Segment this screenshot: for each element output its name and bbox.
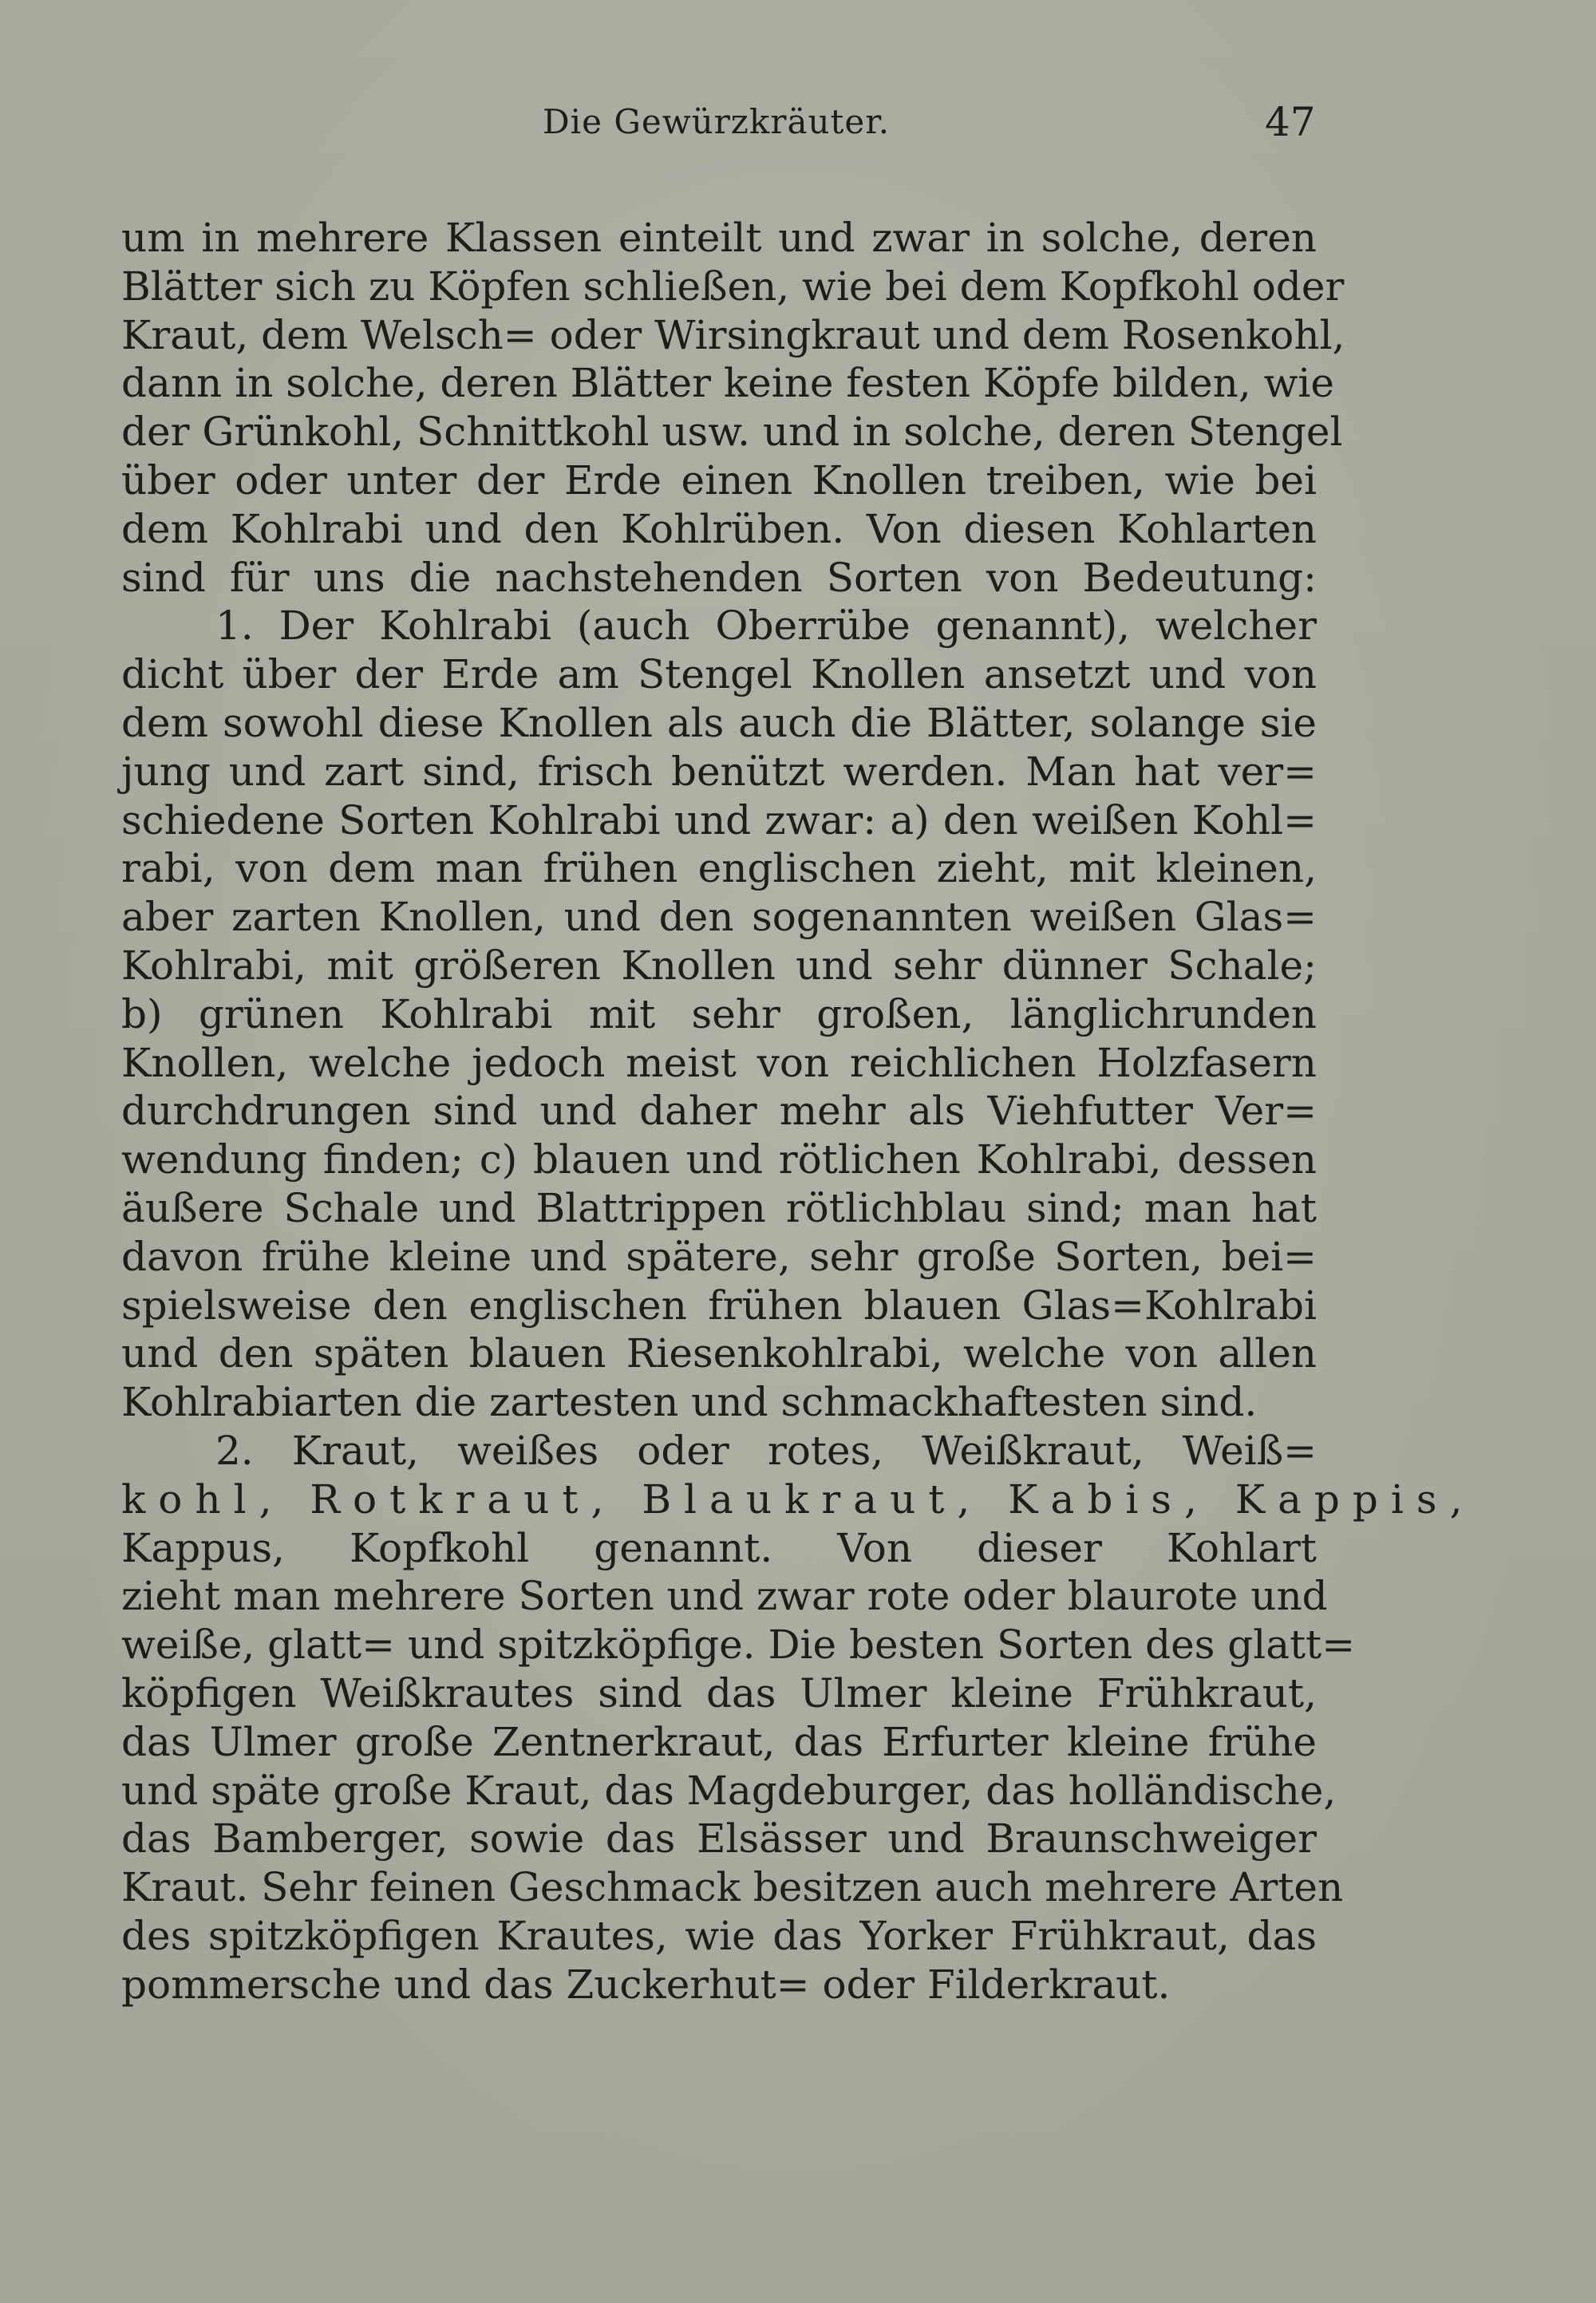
text-line: dem Kohlrabi und den Kohlrüben. Von diesen Kohlarten <box>121 505 1317 552</box>
text-line: das Bamberger, sowie das Elsässer und Braunschweiger <box>121 1815 1317 1863</box>
text-line: des spitzköpfigen Krautes, wie das Yorker Frühkraut, das <box>121 1912 1317 1959</box>
text-line: kohl, Rotkraut, Blaukraut, Kabis, Kappis, <box>121 1475 1476 1523</box>
body-text <box>121 214 1476 2009</box>
text-line: Kohlrabiarten die zartesten und schmackhaftesten sind. <box>121 1379 1258 1426</box>
text-line: und den späten blauen Riesenkohlrabi, welche von allen <box>121 1330 1317 1377</box>
text-line: davon frühe kleine und spätere, sehr große Sorten, bei= <box>121 1233 1317 1280</box>
text-line: dann in solche, deren Blätter keine festen Köpfe bilden, wie <box>121 360 1334 407</box>
text-line: Blätter sich zu Köpfen schließen, wie bei dem Kopfkohl oder <box>121 263 1345 310</box>
running-head: Die Gewürzkräuter. <box>543 102 891 141</box>
text-line: dem sowohl diese Knollen als auch die Blätter, solange sie <box>121 699 1317 746</box>
text-line: rabi, von dem man frühen englischen zieht, mit kleinen, <box>121 845 1317 892</box>
text-line: Kraut. Sehr feinen Geschmack besitzen auch mehrere Arten <box>121 1864 1344 1911</box>
text-line: um in mehrere Klassen einteilt und zwar in solche, deren <box>121 215 1317 261</box>
text-line: sind für uns die nachstehenden Sorten von Bedeutung: <box>121 554 1317 601</box>
text-line: über oder unter der Erde einen Knollen treiben, wie bei <box>121 456 1317 504</box>
text-line: schiedene Sorten Kohlrabi und zwar: a) den weißen Kohl= <box>121 796 1317 843</box>
text-line: der Grünkohl, Schnittkohl usw. und in solche, deren Stengel <box>121 409 1343 456</box>
text-line: pommersche und das Zuckerhut= oder Filderkraut. <box>121 1961 1171 2008</box>
page-number: 47 <box>1265 99 1316 145</box>
text-line-kraut-heading: 2. Kraut, weißes oder rotes, Weißkraut, Weiß= <box>215 1427 1317 1474</box>
text-line: dicht über der Erde am Stengel Knollen ansetzt und von <box>121 651 1317 698</box>
text-line: und späte große Kraut, das Magdeburger, das holländische, <box>121 1767 1337 1814</box>
text-line-kohlrabi-heading: 1. Der Kohlrabi (auch Oberrübe genannt), welcher <box>215 602 1317 650</box>
text-line: weiße, glatt= und spitzköpfige. Die besten Sorten des glatt= <box>121 1622 1356 1669</box>
text-line: aber zarten Knollen, und den sogenannten weißen Glas= <box>121 894 1317 941</box>
text-line: Knollen, welche jedoch meist von reichlichen Holzfasern <box>121 1039 1317 1086</box>
text-line: jung und zart sind, frisch benützt werden. Man hat ver= <box>121 748 1317 795</box>
text-line: wendung finden; c) blauen und rötlichen Kohlrabi, dessen <box>121 1136 1317 1183</box>
text-line: das Ulmer große Zentnerkraut, das Erfurter kleine frühe <box>121 1718 1317 1765</box>
text-line: Kraut, dem Welsch= oder Wirsingkraut und dem Rosenkohl, <box>121 311 1345 358</box>
text-line: köpfigen Weißkrautes sind das Ulmer kleine Frühkraut, <box>121 1669 1317 1716</box>
text-line: durchdrungen sind und daher mehr als Viehfutter Ver= <box>121 1088 1317 1135</box>
text-line: spielsweise den englischen frühen blauen Glas=Kohlrabi <box>121 1282 1317 1329</box>
text-line: Kohlrabi, mit größeren Knollen und sehr dünner Schale; <box>121 942 1317 989</box>
text-line: Kappus, Kopfkohl genannt. Von dieser Kohlart <box>121 1524 1317 1571</box>
text-line: b) grünen Kohlrabi mit sehr großen, länglichrunden <box>121 990 1317 1037</box>
text-line: äußere Schale und Blattrippen rötlichblau sind; man hat <box>121 1184 1317 1231</box>
text-line: zieht man mehrere Sorten und zwar rote oder blaurote und <box>121 1573 1328 1620</box>
